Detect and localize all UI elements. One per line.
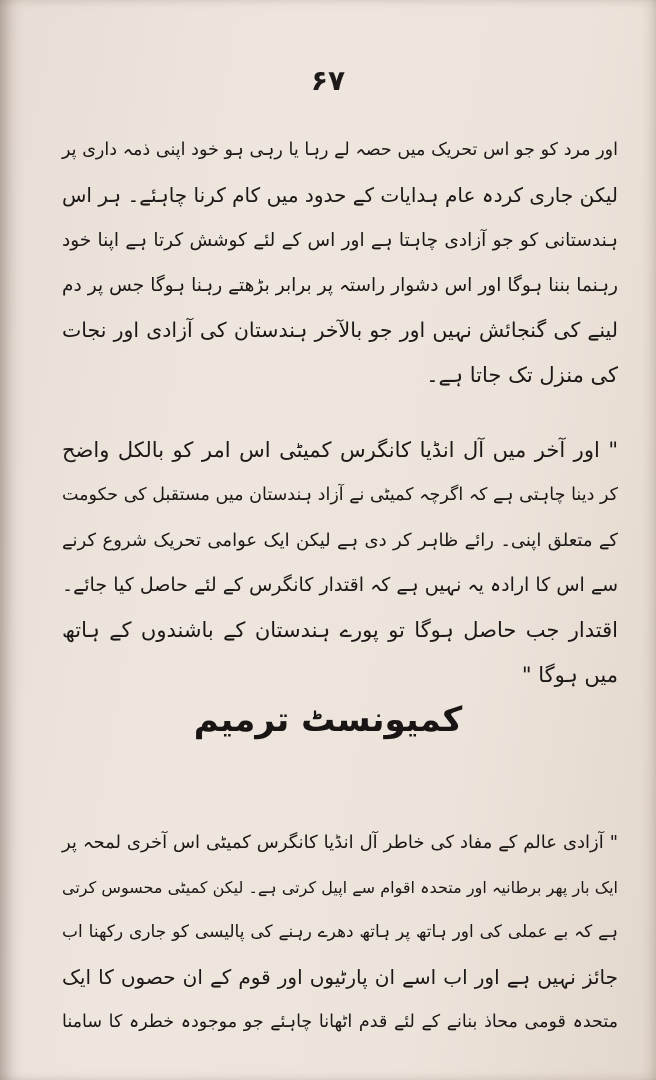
- text-line: اور مرد کو جو اس تحریک میں حصہ لے رہا یا رہی ہو خود اپنی ذمہ داری پر: [62, 140, 618, 160]
- text-line: سے اس کا ارادہ یہ نہیں ہے کہ اقتدار کانگرس کے لئے حاصل کیا جائے۔: [62, 574, 618, 596]
- text-line: ہندستانی کو جو آزادی چاہتا ہے اور اس کے لئے کوشش کرتا ہے اپنا خود: [62, 230, 618, 251]
- text-line: کے متعلق اپنی۔ رائے ظاہر کر دی ہے لیکن ایک عوامی تحریک شروع کرنے: [62, 530, 618, 551]
- page-number: ۶۷: [310, 64, 346, 97]
- text-line: جائز نہیں ہے اور اب اسے ان پارٹیوں اور قوم کے ان حصوں کا ایک: [62, 965, 618, 989]
- text-line: " اور آخر میں آل انڈیا کانگرس کمیٹی اس امر کو بالکل واضح: [62, 438, 618, 462]
- text-line: " آزادی عالم کے مفاد کی خاطر آل انڈیا کانگرس کمیٹی اس آخری لمحہ پر: [62, 832, 618, 853]
- text-line: کی منزل تک جاتا ہے۔: [426, 363, 618, 387]
- text-line: لیکن جاری کردہ عام ہدایات کے حدود میں کام کرنا چاہئے۔ ہر اس: [62, 183, 618, 207]
- text-line: لینے کی گنجائش نہیں اور جو بالآخر ہندستان کی آزادی اور نجات: [62, 318, 618, 342]
- paragraph-3: [62, 820, 618, 1045]
- paragraph-2: [62, 428, 618, 698]
- text-line: کر دینا چاہتی ہے کہ اگرچہ کمیٹی نے آزاد ہندستان میں مستقبل کی حکومت: [62, 485, 618, 505]
- text-line: ہے کہ بے عملی کی اور ہاتھ پر ہاتھ دھرے رہنے کی پالیسی کو جاری رکھنا اب: [62, 922, 618, 942]
- text-line: رہنما بننا ہوگا اور اس دشوار راستہ پر برابر بڑھتے رہنا ہوگا جس پر دم: [62, 275, 618, 296]
- text-line: میں ہوگا ": [521, 663, 618, 687]
- section-heading: کمیونسٹ ترمیم: [193, 700, 463, 740]
- text-line: ایک بار پھر برطانیہ اور متحدہ اقوام سے اپیل کرتی ہے۔ لیکن کمیٹی محسوس کرتی: [62, 878, 618, 897]
- text-line: متحدہ قومی محاذ بنانے کے لئے قدم اٹھانا چاہئے جو موجودہ خطرہ کا سامنا: [62, 1012, 618, 1032]
- text-line: اقتدار جب حاصل ہوگا تو پورے ہندستان کے باشندوں کے ہاتھ: [62, 618, 618, 642]
- paragraph-1: [62, 128, 618, 398]
